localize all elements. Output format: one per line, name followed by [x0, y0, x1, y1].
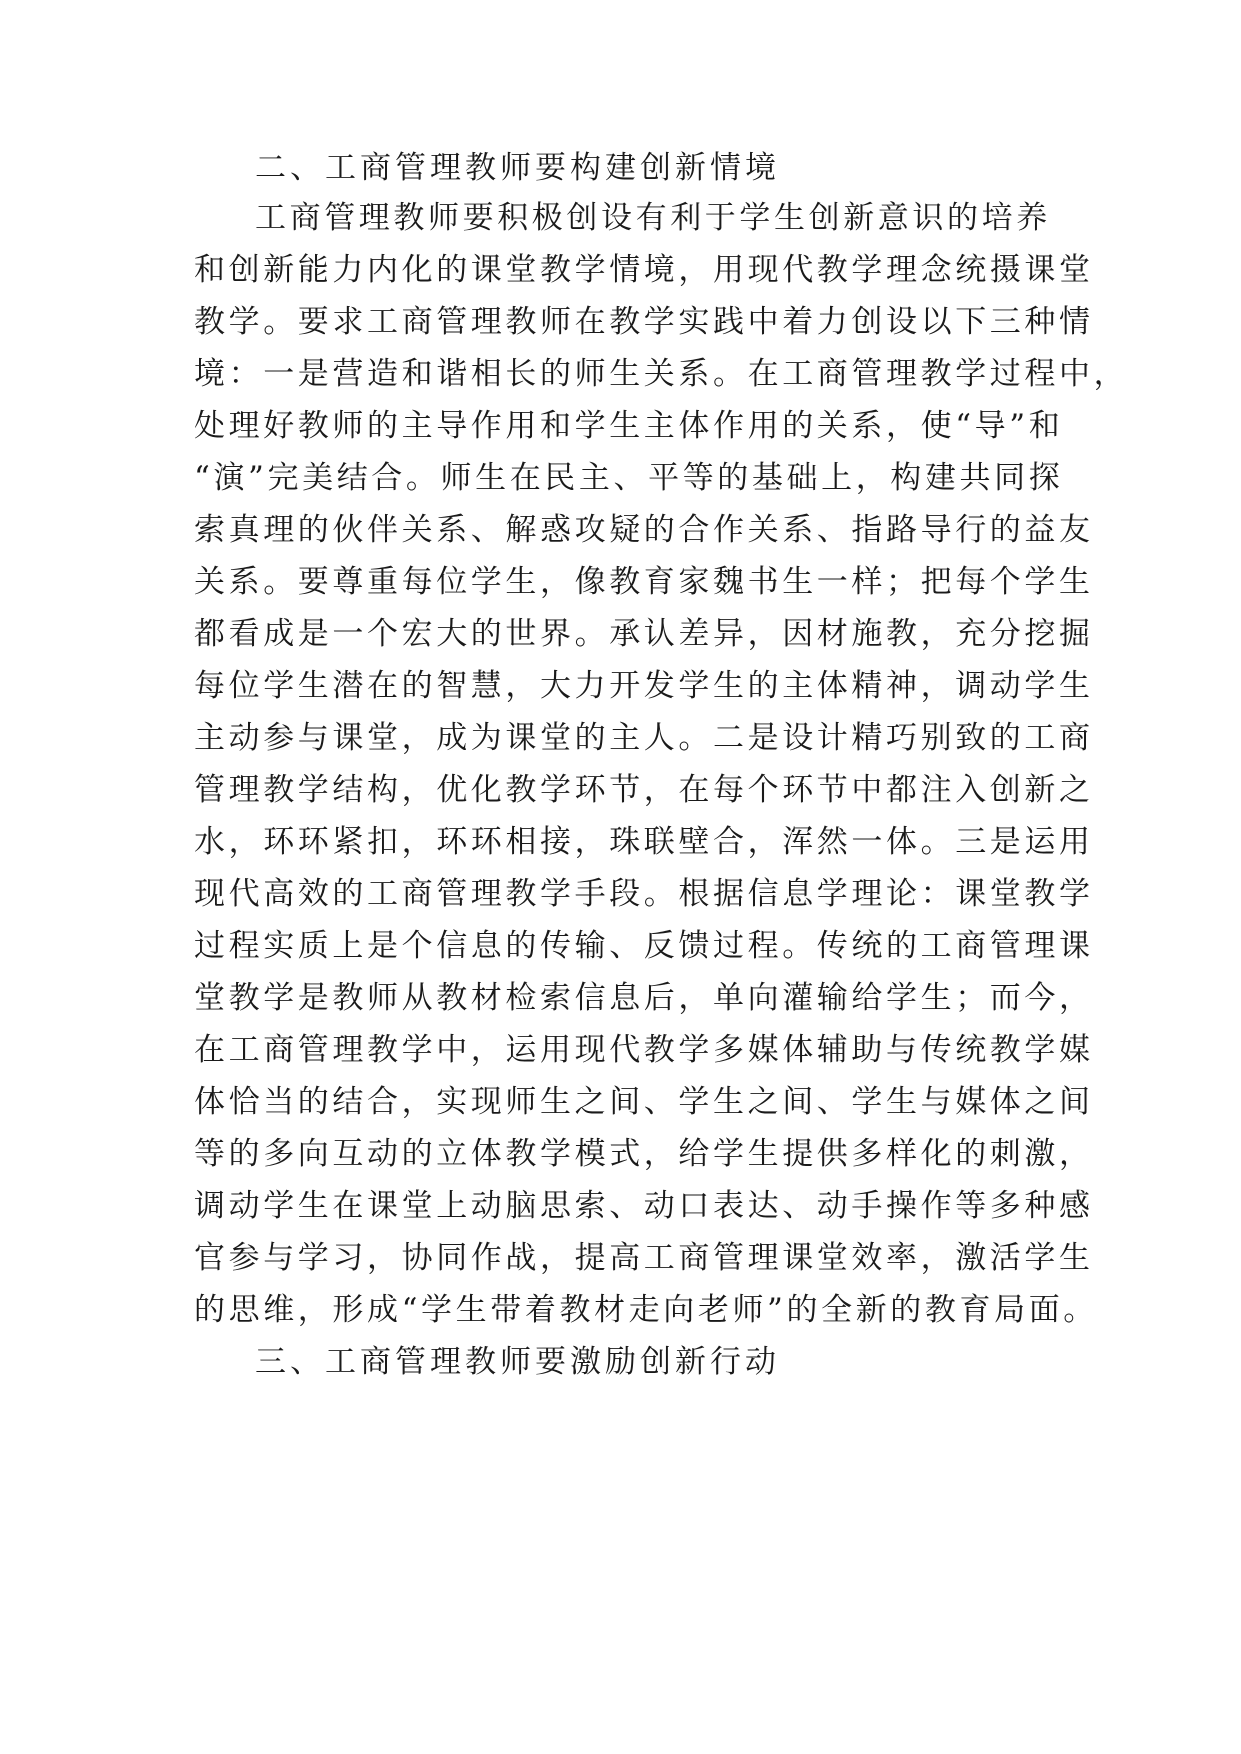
- paragraph-line: 的思维，形成“学生带着教材走向老师”的全新的教育局面。: [194, 1292, 1098, 1328]
- paragraph-line: 索真理的伙伴关系、解惑攻疑的合作关系、指路导行的益友: [194, 512, 1094, 548]
- paragraph-line: 现代高效的工商管理教学手段。根据信息学理论：课堂教学: [194, 876, 1094, 912]
- paragraph-line: 每位学生潜在的智慧，大力开发学生的主体精神，调动学生: [194, 668, 1094, 704]
- paragraph-line: 水，环环紧扣，环环相接，珠联壁合，浑然一体。三是运用: [194, 824, 1094, 860]
- paragraph-line: 在工商管理教学中，运用现代教学多媒体辅助与传统教学媒: [194, 1032, 1094, 1068]
- paragraph-line: 教学。要求工商管理教师在教学实践中着力创设以下三种情: [194, 304, 1094, 340]
- paragraph-line: “演”完美结合。师生在民主、平等的基础上，构建共同探: [194, 460, 1064, 496]
- paragraph-line: 和创新能力内化的课堂教学情境，用现代教学理念统摄课堂: [194, 252, 1094, 288]
- paragraph-line: 堂教学是教师从教材检索信息后，单向灌输给学生；而今，: [194, 980, 1094, 1016]
- paragraph-line: 过程实质上是个信息的传输、反馈过程。传统的工商管理课: [194, 928, 1094, 964]
- paragraph-line: 管理教学结构，优化教学环节，在每个环节中都注入创新之: [194, 772, 1094, 808]
- paragraph-line: 官参与学习，协同作战，提高工商管理课堂效率，激活学生: [194, 1240, 1094, 1276]
- paragraph-line: 主动参与课堂，成为课堂的主人。二是设计精巧别致的工商: [194, 720, 1094, 756]
- paragraph-line: 体恰当的结合，实现师生之间、学生之间、学生与媒体之间: [194, 1084, 1094, 1120]
- section-heading-3: 三、工商管理教师要激励创新行动: [255, 1344, 780, 1380]
- paragraph-line: 调动学生在课堂上动脑思索、动口表达、动手操作等多种感: [194, 1188, 1094, 1224]
- paragraph-line: 处理好教师的主导作用和学生主体作用的关系，使“导”和: [194, 408, 1064, 444]
- paragraph-line: 关系。要尊重每位学生，像教育家魏书生一样；把每个学生: [194, 564, 1094, 600]
- paragraph-line: 等的多向互动的立体教学模式，给学生提供多样化的刺激，: [194, 1136, 1094, 1172]
- paragraph-line: 境：一是营造和谐相长的师生关系。在工商管理教学过程中，: [194, 356, 1129, 392]
- paragraph-line: 工商管理教师要积极创设有利于学生创新意识的培养: [255, 200, 1051, 236]
- paragraph-line: 都看成是一个宏大的世界。承认差异，因材施教，充分挖掘: [194, 616, 1094, 652]
- section-heading-2: 二、工商管理教师要构建创新情境: [255, 150, 780, 186]
